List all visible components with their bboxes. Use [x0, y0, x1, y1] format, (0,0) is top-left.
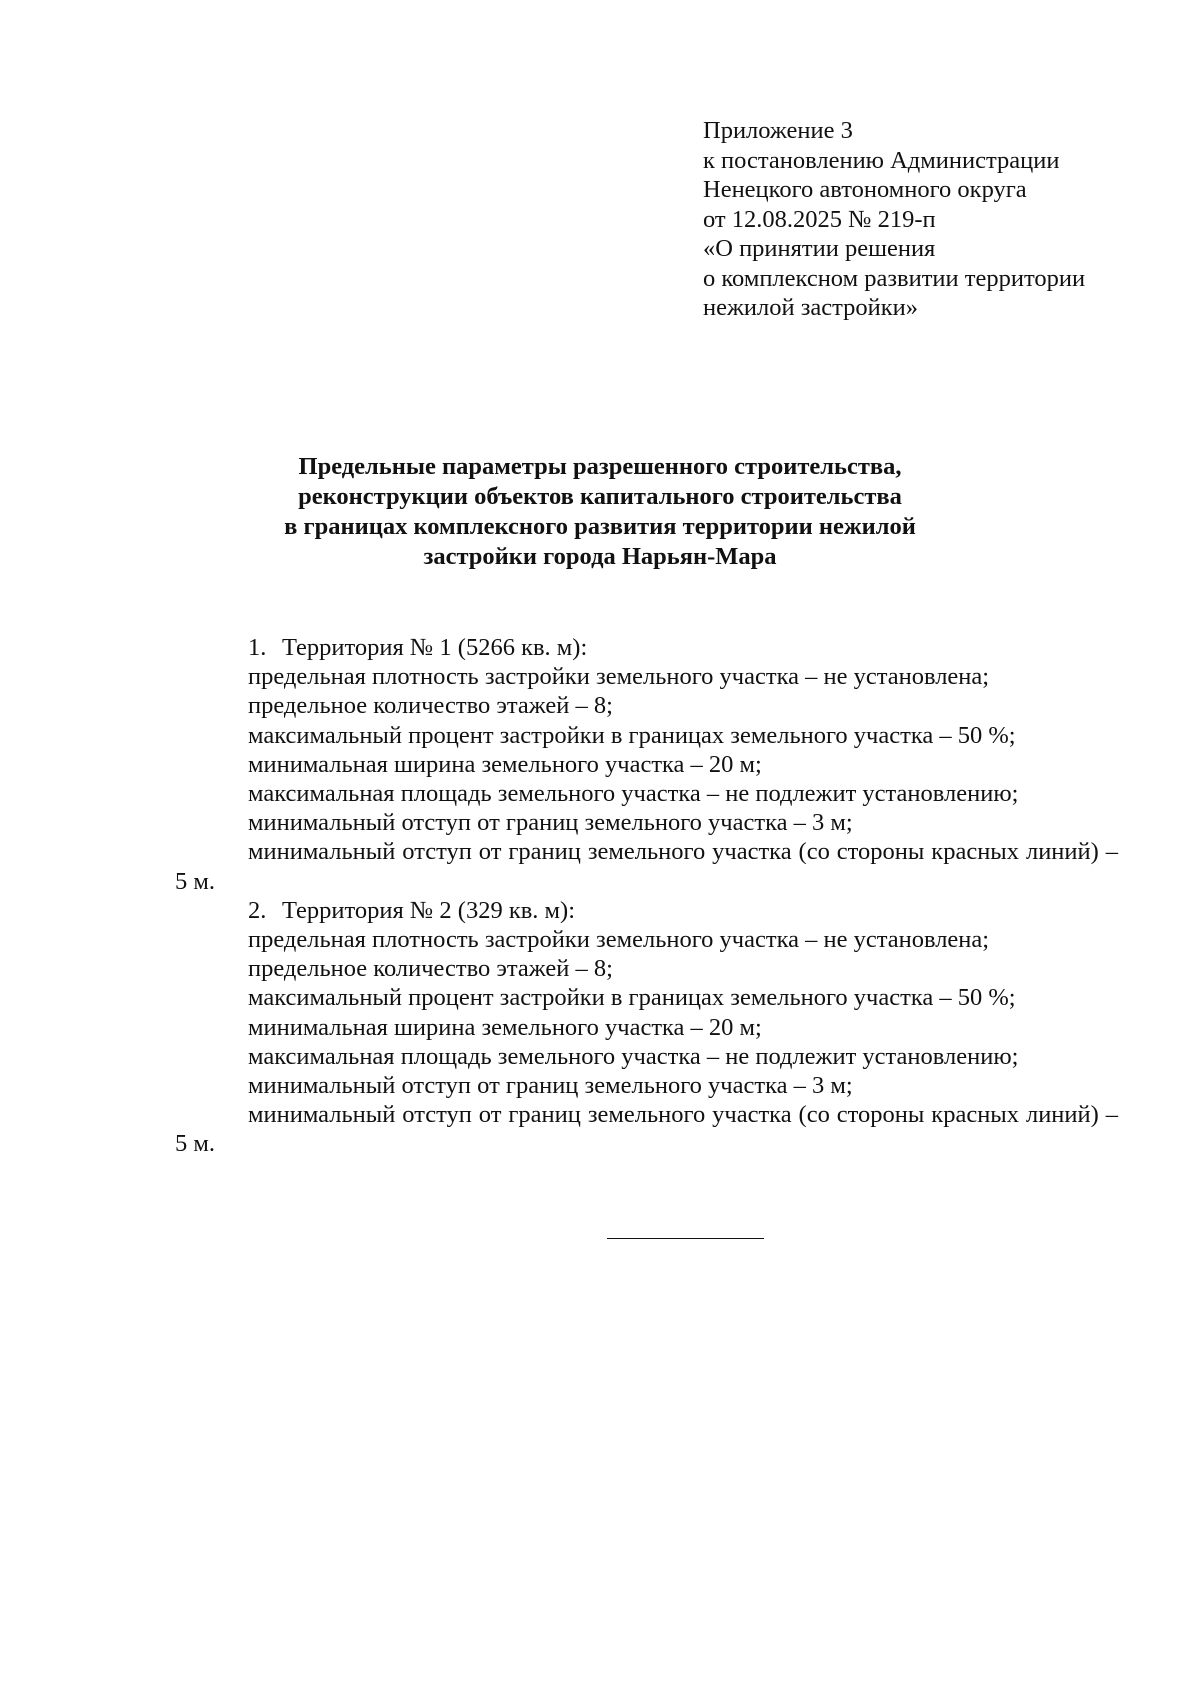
section-item: предельная плотность застройки земельного участка – не установлена;	[248, 926, 990, 954]
section-item: максимальный процент застройки в границах земельного участка – 50 %;	[248, 984, 1016, 1012]
section-item: максимальный процент застройки в границах земельного участка – 50 %;	[248, 721, 1016, 749]
section-number: 2.	[248, 896, 267, 924]
section-item: минимальный отступ от границ земельного участка – 3 м;	[248, 809, 853, 837]
title-line: Предельные параметры разрешенного строительства,	[298, 453, 902, 480]
section-item: максимальная площадь земельного участка – не подлежит установлению;	[248, 780, 1019, 808]
section-heading	[175, 633, 1118, 662]
section-item: максимальная площадь земельного участка – не подлежит установлению;	[248, 1042, 1019, 1070]
appendix-line: Ненецкого автономного округа	[703, 176, 1027, 203]
document-body	[175, 633, 1118, 1159]
appendix-line: «О принятии решения	[703, 235, 936, 262]
appendix-line: нежилой застройки»	[703, 294, 919, 321]
section-item: предельная плотность застройки земельного участка – не установлена;	[248, 663, 990, 691]
title-line: реконструкции объектов капитального строительства	[298, 483, 902, 510]
title-line: в границах комплексного развития территории нежилой	[284, 513, 916, 540]
appendix-header	[703, 116, 1085, 323]
title-line: застройки города Нарьян-Мара	[423, 543, 777, 570]
appendix-line: от 12.08.2025 № 219-п	[703, 205, 936, 233]
section-item: минимальный отступ от границ земельного участка (со стороны красных линий) – 5 м.	[175, 1101, 1118, 1158]
section-item: минимальный отступ от границ земельного участка – 3 м;	[248, 1072, 853, 1100]
section-title: Территория № 1 (5266 кв. м):	[282, 634, 588, 661]
appendix-line: к постановлению Администрации	[703, 146, 1060, 174]
appendix-line: Приложение 3	[703, 117, 853, 144]
section-item: предельное количество этажей – 8;	[248, 955, 613, 983]
end-divider-line	[607, 1238, 764, 1239]
section-item: предельное количество этажей – 8;	[248, 692, 613, 720]
section-item: минимальная ширина земельного участка – 20 м;	[248, 1013, 762, 1041]
section-item: минимальный отступ от границ земельного участка (со стороны красных линий) – 5 м.	[175, 838, 1118, 895]
section-number: 1.	[248, 634, 267, 661]
document-title	[180, 452, 1020, 572]
section-item: минимальная ширина земельного участка – 20 м;	[248, 750, 762, 778]
appendix-line: о комплексном развитии территории	[703, 264, 1086, 292]
section-heading	[175, 896, 1118, 925]
section-title: Территория № 2 (329 кв. м):	[282, 896, 576, 924]
